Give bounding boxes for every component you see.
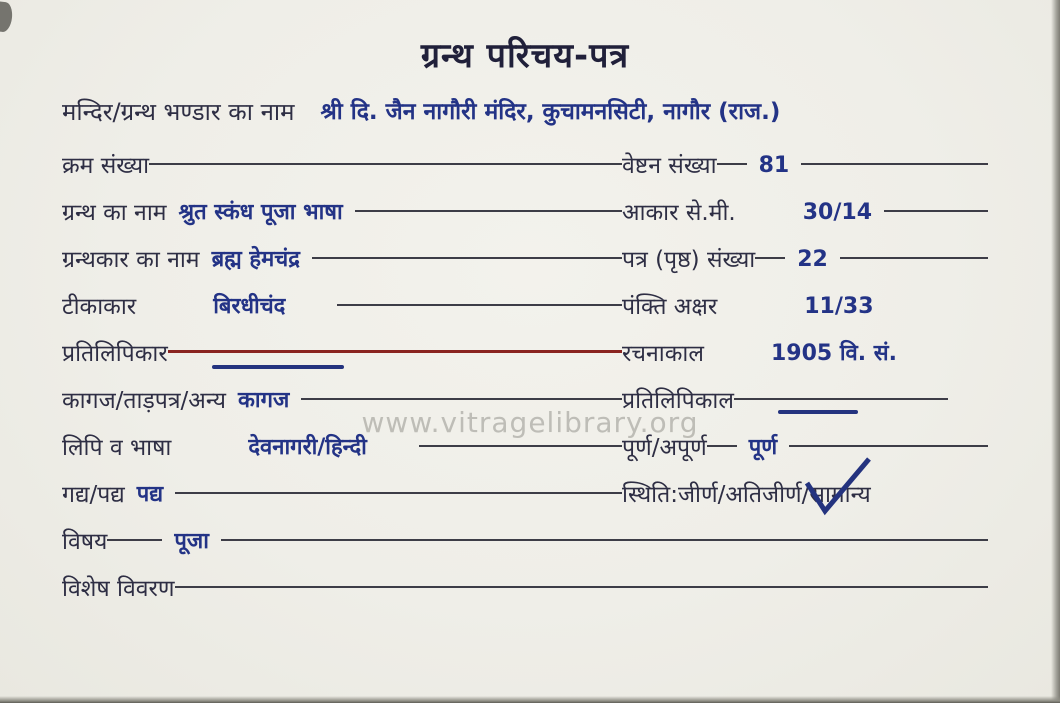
- field-value-vishay: पूजा: [174, 529, 209, 554]
- handwritten-dash: [778, 410, 858, 414]
- field-label-lipi-bhasha: लिपि व भाषा: [62, 435, 172, 461]
- form-row: [62, 197, 988, 244]
- form-body: [62, 150, 988, 620]
- field-value-pankti-akshar: 11/33: [804, 294, 874, 319]
- field-sthiti: [610, 479, 988, 526]
- field-label-temple-name: मन्दिर/ग्रन्थ भण्डार का नाम: [62, 98, 295, 126]
- rule-line: [610, 163, 622, 165]
- field-label-kram-sankhya: क्रम संख्या: [62, 153, 150, 179]
- rule-line: [801, 163, 988, 165]
- field-label-granth-naam: ग्रन्थ का नाम: [62, 200, 167, 226]
- scan-edge-right: [1051, 0, 1060, 703]
- rule-line: [734, 398, 948, 400]
- maroon-rule-line: [168, 350, 610, 353]
- rule-line: [884, 210, 988, 212]
- rule-line: [355, 210, 610, 212]
- field-label-patra-sankhya: पत्र (पृष्ठ) संख्या: [622, 247, 756, 273]
- field-label-pankti-akshar: पंक्ति अक्षर: [622, 294, 718, 320]
- handwritten-dash: [212, 365, 344, 369]
- field-aakar: [610, 197, 988, 244]
- field-value-granth-naam: श्रुत स्कंध पूजा भाषा: [178, 200, 343, 225]
- rule-line: [610, 257, 622, 259]
- field-patra-sankhya: [610, 244, 988, 291]
- field-veshtan-sankhya: [610, 150, 988, 197]
- field-value-patra-sankhya: 22: [797, 247, 828, 272]
- watermark-text: www.vitragelibrary.org: [361, 406, 699, 439]
- field-value-aakar: 30/14: [802, 200, 872, 225]
- field-label-kagaj: कागज/ताड़पत्र/अन्य: [62, 388, 226, 414]
- rule-line: [717, 163, 747, 165]
- rule-line: [610, 398, 622, 400]
- form-row: [62, 526, 988, 573]
- rule-line: [840, 257, 988, 259]
- form-row: [62, 573, 988, 620]
- rule-line: [301, 398, 610, 400]
- rule-line: [337, 304, 610, 306]
- field-label-vishesh-vivaran: विशेष विवरण: [62, 576, 175, 602]
- scan-edge-bottom: [0, 696, 1060, 703]
- rule-line: [610, 210, 622, 212]
- field-kagaj: [62, 385, 610, 432]
- field-value-kagaj: कागज: [237, 388, 290, 413]
- field-label-tikakar: टीकाकार: [62, 294, 137, 320]
- field-label-aakar: आकार से.मी.: [622, 200, 736, 226]
- rule-line: [149, 163, 610, 165]
- field-label-pratilipikal: प्रतिलिपिकाल: [622, 388, 734, 414]
- rule-line: [312, 257, 610, 259]
- rule-line: [755, 257, 785, 259]
- rule-line: [175, 492, 610, 494]
- rule-line: [175, 586, 988, 588]
- field-pratilipikar: [62, 338, 610, 385]
- rule-line: [610, 304, 622, 306]
- form-row: [62, 479, 988, 526]
- field-label-purn-apurn: पूर्ण/अपूर्ण: [622, 435, 707, 461]
- form-row: [62, 291, 988, 338]
- maroon-rule-line: [610, 350, 622, 353]
- rule-line: [107, 539, 162, 541]
- field-value-tikakar: बिरधीचंद: [213, 294, 286, 319]
- checkmark-icon: [799, 455, 877, 521]
- field-vishay: [62, 526, 988, 573]
- field-label-vishay: विषय: [62, 529, 108, 555]
- field-label-gadya-padya: गद्य/पद्य: [62, 482, 125, 508]
- scan-corner-smudge: [0, 1, 14, 33]
- field-granthkar-naam: [62, 244, 610, 291]
- field-kram-sankhya: [62, 150, 610, 197]
- page-title: ग्रन्थ परिचय-पत्र: [420, 36, 630, 76]
- field-value-temple-name: श्री दि. जैन नागौरी मंदिर, कुचामनसिटी, नागौर (राज.): [320, 99, 781, 125]
- form-row: [62, 385, 988, 432]
- form-row: [62, 150, 988, 197]
- rule-line: [789, 445, 988, 447]
- field-value-lipi-bhasha: देवनागरी/हिन्दी: [248, 435, 367, 460]
- form-row: [62, 338, 988, 385]
- field-pratilipikal: [610, 385, 988, 432]
- rule-line: [610, 445, 622, 447]
- field-lipi-bhasha: [62, 432, 610, 479]
- field-tikakar: [62, 291, 610, 338]
- field-value-rachnakal: 1905 वि. सं.: [770, 341, 898, 366]
- field-label-rachnakal: रचनाकाल: [622, 341, 704, 367]
- field-label-veshtan-sankhya: वेष्टन संख्या: [622, 153, 717, 179]
- field-label-sthiti: स्थिति:जीर्ण/अतिजीर्ण/: [622, 482, 810, 508]
- field-value-sthiti: सामान्य: [809, 482, 871, 508]
- rule-line: [419, 445, 610, 447]
- rule-line: [707, 445, 737, 447]
- form-row: [62, 244, 988, 291]
- rule-line: [221, 539, 988, 541]
- field-temple-name: [62, 96, 988, 140]
- field-value-granthkar-naam: ब्रह्म हेमचंद्र: [211, 247, 300, 272]
- field-granth-naam: [62, 197, 610, 244]
- field-label-granthkar-naam: ग्रन्थकार का नाम: [62, 247, 200, 273]
- field-pankti-akshar: [610, 291, 988, 338]
- field-value-veshtan-sankhya: 81: [758, 153, 790, 178]
- rule-line: [610, 492, 622, 494]
- field-value-purn-apurn: पूर्ण: [748, 435, 778, 460]
- field-label-pratilipikar: प्रतिलिपिकार: [62, 341, 168, 367]
- sthiti-checked-option: [809, 479, 870, 511]
- field-vishesh-vivaran: [62, 573, 988, 620]
- field-rachnakal: [610, 338, 988, 385]
- field-value-gadya-padya: पद्य: [136, 482, 164, 507]
- field-gadya-padya: [62, 479, 610, 526]
